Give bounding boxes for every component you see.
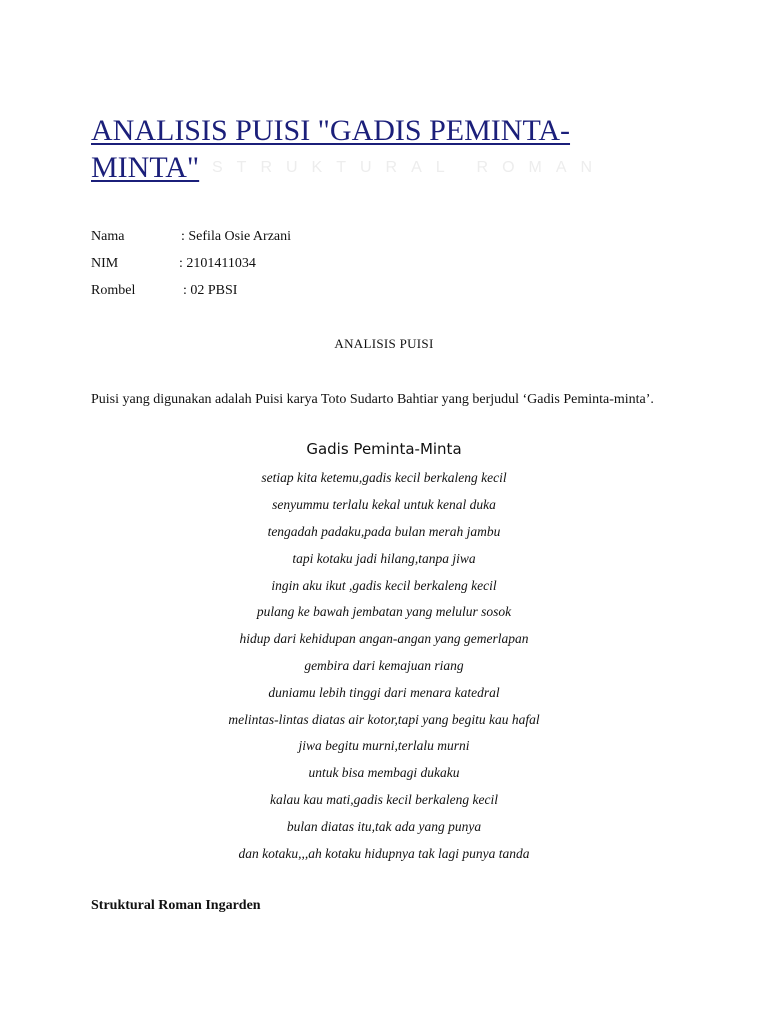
faded-title-text: STRUKTURAL ROMAN xyxy=(212,159,607,176)
info-value: : Sefila Osie Arzani xyxy=(181,229,292,244)
poem-line: duniamu lebih tinggi dari menara katedral xyxy=(268,685,500,700)
poem-line: pulang ke bawah jembatan yang melulur sosok xyxy=(256,604,512,619)
info-row-nama xyxy=(91,228,292,246)
poem-line: hidup dari kehidupan angan-angan yang gemerlapan xyxy=(239,631,529,646)
info-value: : 2101411034 xyxy=(179,256,256,271)
poem-line: melintas-lintas diatas air kotor,tapi yang begitu kau hafal xyxy=(228,712,540,727)
poem-line: kalau kau mati,gadis kecil berkaleng kecil xyxy=(270,792,498,807)
poem-line: tengadah padaku,pada bulan merah jambu xyxy=(267,524,501,539)
poem-line: tapi kotaku jadi hilang,tanpa jiwa xyxy=(292,551,476,566)
poem-line: jiwa begitu murni,terlalu murni xyxy=(298,738,470,753)
poem-title: Gadis Peminta-Minta xyxy=(306,440,462,458)
poem-line: senyummu terlalu kekal untuk kenal duka xyxy=(272,497,496,512)
poem-line: untuk bisa membagi dukaku xyxy=(308,765,460,780)
poem-line: bulan diatas itu,tak ada yang punya xyxy=(286,819,482,834)
poem-line: dan kotaku,,,ah kotaku hidupnya tak lagi punya tanda xyxy=(238,846,530,861)
info-row-nim xyxy=(91,255,256,273)
info-label: Nama xyxy=(91,229,125,244)
poem-line: ingin aku ikut ,gadis kecil berkaleng kecil xyxy=(271,578,497,593)
section-heading: ANALISIS PUISI xyxy=(334,336,434,351)
poem-line: setiap kita ketemu,gadis kecil berkaleng kecil xyxy=(261,470,507,485)
poem-line: gembira dari kemajuan riang xyxy=(304,658,464,673)
info-label: NIM xyxy=(91,256,119,271)
intro-paragraph: Puisi yang digunakan adalah Puisi karya Toto Sudarto Bahtiar yang berjudul ‘Gadis Peminta-minta’. xyxy=(91,392,654,407)
info-value: : 02 PBSI xyxy=(183,283,238,298)
info-row-rombel xyxy=(91,282,238,300)
section-subheading: Struktural Roman Ingarden xyxy=(91,898,261,913)
document-title: ANALISIS PUISI "GADIS PEMINTA-MINTA" xyxy=(91,114,571,184)
info-label: Rombel xyxy=(91,283,136,298)
